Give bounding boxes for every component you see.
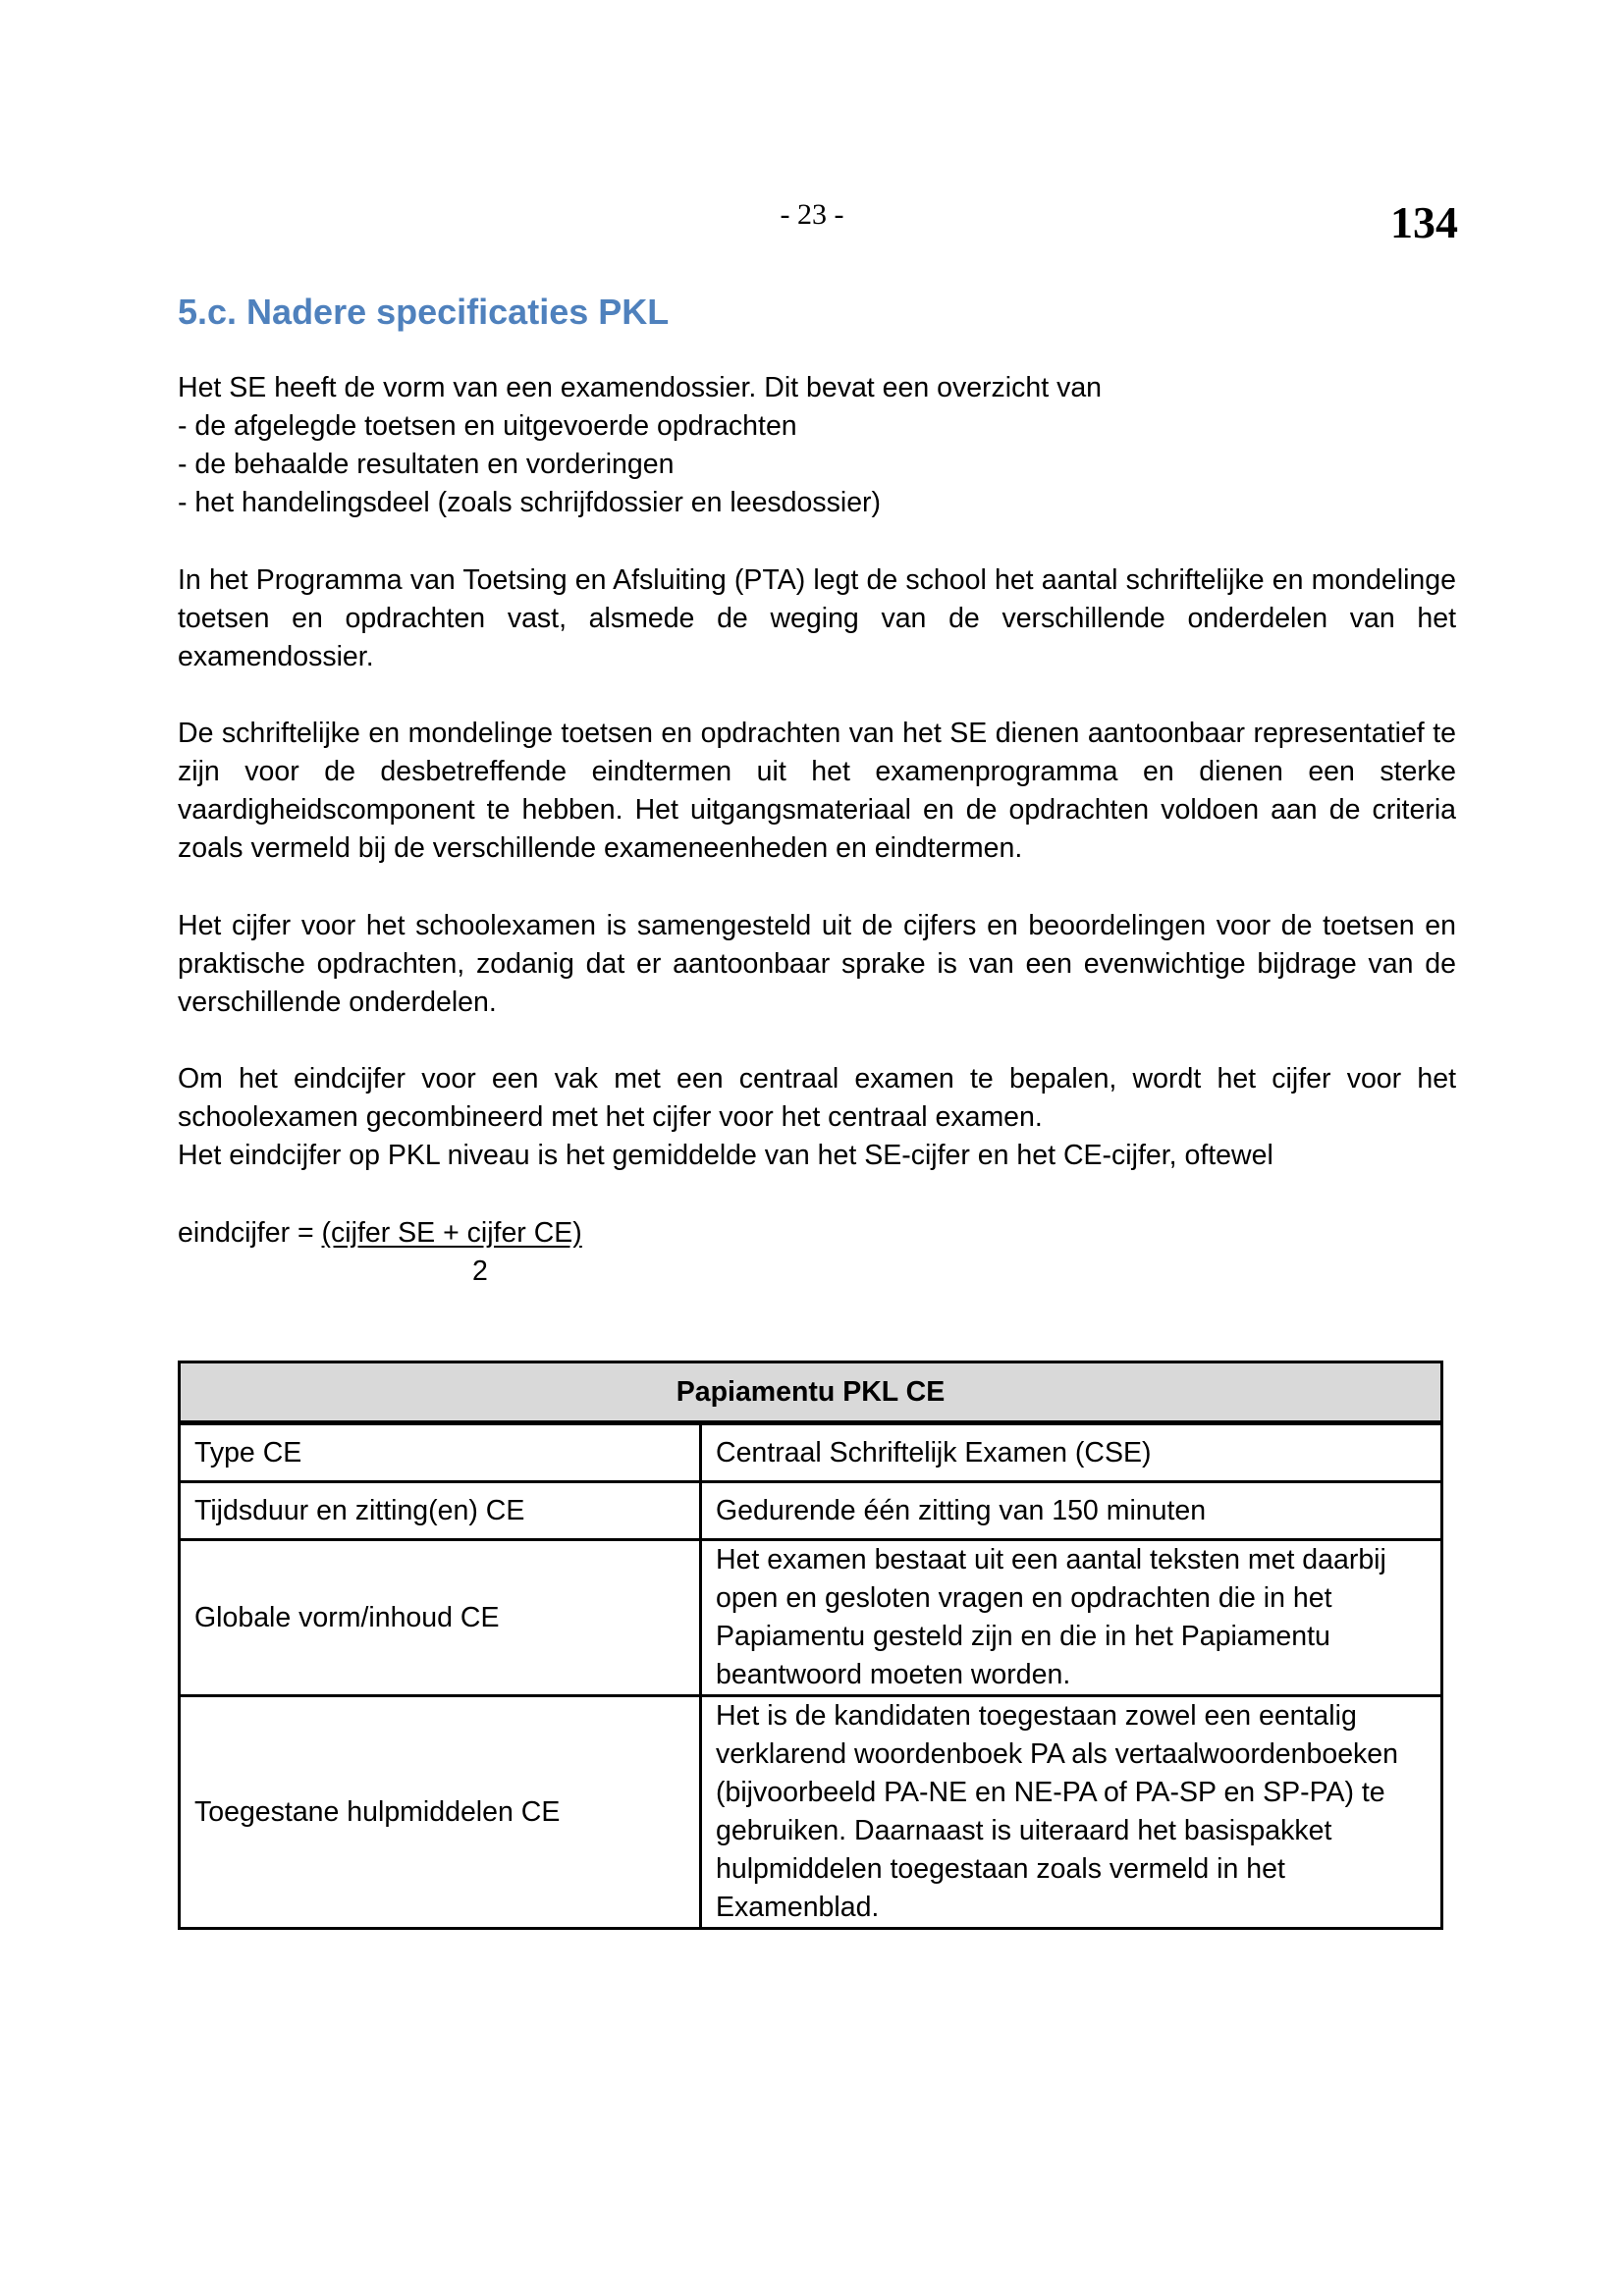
row-value: Centraal Schriftelijk Examen (CSE): [701, 1423, 1442, 1482]
intro-paragraph: [178, 369, 1456, 522]
row-value: Het is de kandidaten toegestaan zowel een eentalig verklarend woordenboek PA als vertaalwoordenboeken (bijvoorbeeld PA-NE en NE-PA of PA-SP en SP-PA) te gebruiken. Daarnaast is uiteraard het basispakket hulpmiddelen toegestaan zoals vermeld in het Examenblad.: [701, 1696, 1442, 1929]
formula-denominator: 2: [472, 1255, 488, 1287]
formula-lhs: eindcijfer =: [178, 1217, 322, 1249]
intro-bullet: - de behaalde resultaten en vorderingen: [178, 449, 675, 480]
eindcijfer-text-1: Om het eindcijfer voor een vak met een centraal examen te bepalen, wordt het cijfer voor het schoolexamen gecombineerd met het cijfer voor het centraal examen.: [178, 1063, 1456, 1133]
eindcijfer-paragraph: [178, 1060, 1456, 1175]
row-label: Globale vorm/inhoud CE: [180, 1540, 701, 1696]
row-label: Toegestane hulpmiddelen CE: [180, 1696, 701, 1929]
table-row: [180, 1540, 1442, 1696]
table-row: [180, 1423, 1442, 1482]
eindcijfer-text-2: Het eindcijfer op PKL niveau is het gemiddelde van het SE-cijfer en het CE-cijfer, oftewel: [178, 1140, 1273, 1171]
table-row: [180, 1482, 1442, 1540]
papiamentu-ce-table: [178, 1361, 1443, 1930]
table-row: [180, 1696, 1442, 1929]
representatief-paragraph: De schriftelijke en mondelinge toetsen en opdrachten van het SE dienen aantoonbaar representatief te zijn voor de desbetreffende eindtermen uit het examenprogramma en dienen een sterke vaardigheidscomponent te hebben. Het uitgangsmateriaal en de opdrachten voldoen aan de criteria zoals vermeld bij de verschillende exameneenheden en eindtermen.: [178, 718, 1456, 864]
formula: [178, 1214, 582, 1253]
formula-numerator: (cijfer SE + cijfer CE): [321, 1217, 582, 1249]
table-header: Papiamentu PKL CE: [180, 1362, 1442, 1423]
row-label: Type CE: [180, 1423, 701, 1482]
pta-paragraph: In het Programma van Toetsing en Afsluiting (PTA) legt de school het aantal schriftelijke en mondelinge toetsen en opdrachten vast, alsmede de weging van de verschillende onderdelen van het examendossier.: [178, 564, 1456, 672]
row-label: Tijdsduur en zitting(en) CE: [180, 1482, 701, 1540]
section-title: 5.c. Nadere specificaties PKL: [178, 292, 670, 332]
page-number-right: 134: [1390, 197, 1458, 247]
intro-bullet: - het handelingsdeel (zoals schrijfdossier en leesdossier): [178, 487, 882, 518]
row-value: Het examen bestaat uit een aantal teksten met daarbij open en gesloten vragen en opdrachten die in het Papiamentu gesteld zijn en die in het Papiamentu beantwoord moeten worden.: [701, 1540, 1442, 1696]
intro-bullet: - de afgelegde toetsen en uitgevoerde opdrachten: [178, 410, 797, 442]
row-value: Gedurende één zitting van 150 minuten: [701, 1482, 1442, 1540]
intro-line: Het SE heeft de vorm van een examendossier. Dit bevat een overzicht van: [178, 372, 1103, 403]
page-number-center: - 23 -: [780, 198, 844, 231]
cijfer-se-paragraph: Het cijfer voor het schoolexamen is samengesteld uit de cijfers en beoordelingen voor de toetsen en praktische opdrachten, zodanig dat er aantoonbaar sprake is van een evenwichtige bijdrage van de verschillende onderdelen.: [178, 910, 1456, 1018]
